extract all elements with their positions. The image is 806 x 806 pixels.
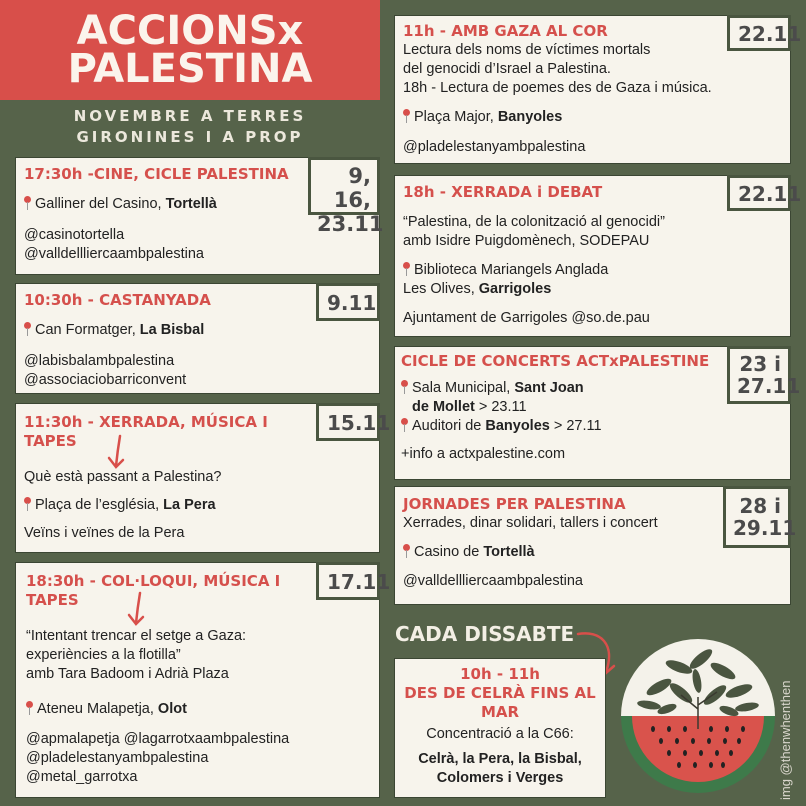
event-location-line2: Les Olives, Garrigoles (403, 281, 552, 297)
poster-header (0, 0, 380, 100)
poster-title-line2: PALESTINA (67, 46, 313, 92)
event-description: del genocidi d’Israel a Palestina. (403, 61, 611, 77)
event-title: 11h - AMB GAZA AL COR (403, 22, 608, 40)
event-card-concerts (394, 346, 801, 480)
event-date: 17.11 (316, 562, 380, 600)
poster-title-line1: ACCIONSx (76, 8, 304, 54)
event-description: Lectura dels noms de víctimes mortals (403, 42, 651, 58)
event-handle: @pladelestanyambpalestina (403, 139, 586, 155)
event-handle: @valldellliercaambpalestina (403, 573, 583, 589)
event-location: Plaça Major, Banyoles (403, 108, 782, 127)
event-location: Can Formatger, La Bisbal (24, 321, 371, 340)
event-handle: @labisbalambpalestina (24, 353, 175, 369)
event-location: Plaça de l’església, La Pera (24, 496, 371, 515)
event-title-line1: 18:30h - COL·LOQUI, MÚSICA I (26, 572, 281, 590)
event-organizer: Veïns i veïnes de la Pera (24, 525, 185, 541)
event-description: Xerrades, dinar solidari, tallers i concert (403, 515, 658, 531)
event-title: CICLE DE CONCERTS ACTxPALESTINE (401, 352, 710, 370)
arrow-down-icon (106, 434, 130, 474)
event-title: 18h - XERRADA i DEBAT (403, 183, 603, 201)
event-title-line2: TAPES (26, 591, 79, 609)
arrow-down-icon (126, 591, 150, 631)
event-date: 23 i 27.11 (727, 346, 791, 404)
event-location: Galliner del Casino, Tortellà (24, 195, 371, 214)
weekly-title-line1: DES DE CELRÀ FINS AL (404, 684, 596, 702)
location-pin-icon (401, 418, 408, 432)
event-location: Ateneu Malapetja, Olot (26, 700, 369, 719)
event-card-xerrada-musica (15, 403, 391, 553)
event-date: 9, 16, 23.11 (308, 157, 380, 215)
event-location: Sala Municipal, Sant Joan (401, 379, 784, 398)
event-description: experiències a la flotilla” (26, 647, 181, 663)
event-title-line2: TAPES (24, 432, 77, 450)
location-pin-icon (26, 701, 33, 715)
event-info-link: +info a actxpalestine.com (401, 446, 566, 462)
event-title-line1: 11:30h - XERRADA, MÚSICA I (24, 413, 268, 431)
event-card-xerrada-debat (394, 175, 802, 337)
location-pin-icon (401, 380, 408, 394)
image-credit: img @thenwhenthen (778, 680, 793, 800)
event-date: 22.11 (727, 15, 791, 51)
event-date: 28 i 29.11 (723, 486, 791, 548)
event-handle: @associaciobarriconvent (24, 372, 187, 388)
event-location-cont: de Mollet > 23.11 (412, 399, 527, 415)
event-card-gaza-al-cor (394, 15, 802, 164)
location-pin-icon (24, 196, 31, 210)
event-title: 17:30h -CINE, CICLE PALESTINA (24, 165, 289, 183)
event-location: Casino de Tortellà (403, 543, 782, 562)
olive-tree-watermelon-icon (619, 637, 777, 795)
event-card-castanyada (15, 283, 380, 394)
location-pin-icon (403, 262, 410, 276)
event-card-colloqui (15, 562, 391, 798)
event-handle: @apmalapetja @lagarrotxaambpalestina (26, 731, 290, 747)
location-pin-icon (403, 109, 410, 123)
event-description: amb Isidre Puigdomènech, SODEPAU (403, 233, 650, 249)
event-handle: @pladelestanyambpalestina (26, 750, 209, 766)
event-title: JORNADES PER PALESTINA (403, 495, 626, 513)
event-handle: @valldellliercaambpalestina (24, 246, 204, 262)
event-location: Auditori de Banyoles > 27.11 (401, 417, 784, 436)
subtitle-line2: GIRONINES I A PROP (76, 128, 304, 146)
weekly-time: 10h - 11h (460, 665, 540, 683)
weekly-title-line2: MAR (480, 703, 520, 721)
weekly-card (394, 658, 606, 798)
event-description: amb Tara Badoom i Adrià Plaza (26, 666, 229, 682)
subtitle-line1: NOVEMBRE A TERRES (73, 107, 307, 125)
event-title: 10:30h - CASTANYADA (24, 291, 211, 309)
location-pin-icon (24, 322, 31, 336)
event-organizer: Ajuntament de Garrigoles @so.de.pau (403, 310, 650, 326)
weekly-heading: CADA DISSABTE (395, 622, 575, 646)
event-date: 9.11 (316, 283, 380, 321)
event-handle: @metal_garrotxa (26, 769, 138, 785)
event-date: 22.11 (727, 175, 791, 211)
event-description: “Intentant trencar el setge a Gaza: (26, 628, 247, 644)
event-description: Què està passant a Palestina? (24, 469, 222, 485)
event-description: 18h - Lectura de poemes des de Gaza i música. (403, 80, 712, 96)
event-location: Biblioteca Mariangels Anglada (403, 261, 782, 280)
weekly-description: Concentració a la C66: (426, 726, 574, 742)
location-pin-icon (403, 544, 410, 558)
event-card-jornades (394, 486, 797, 605)
poster-subtitle (0, 106, 380, 148)
event-date: 15.11 (316, 403, 380, 441)
event-handle: @casinotortella (24, 227, 125, 243)
weekly-places: Celrà, la Pera, la Bisbal, Colomers i Verges (418, 751, 582, 786)
event-card-cine (15, 157, 384, 275)
event-description: “Palestina, de la colonització al genocidi” (403, 214, 665, 230)
location-pin-icon (24, 497, 31, 511)
